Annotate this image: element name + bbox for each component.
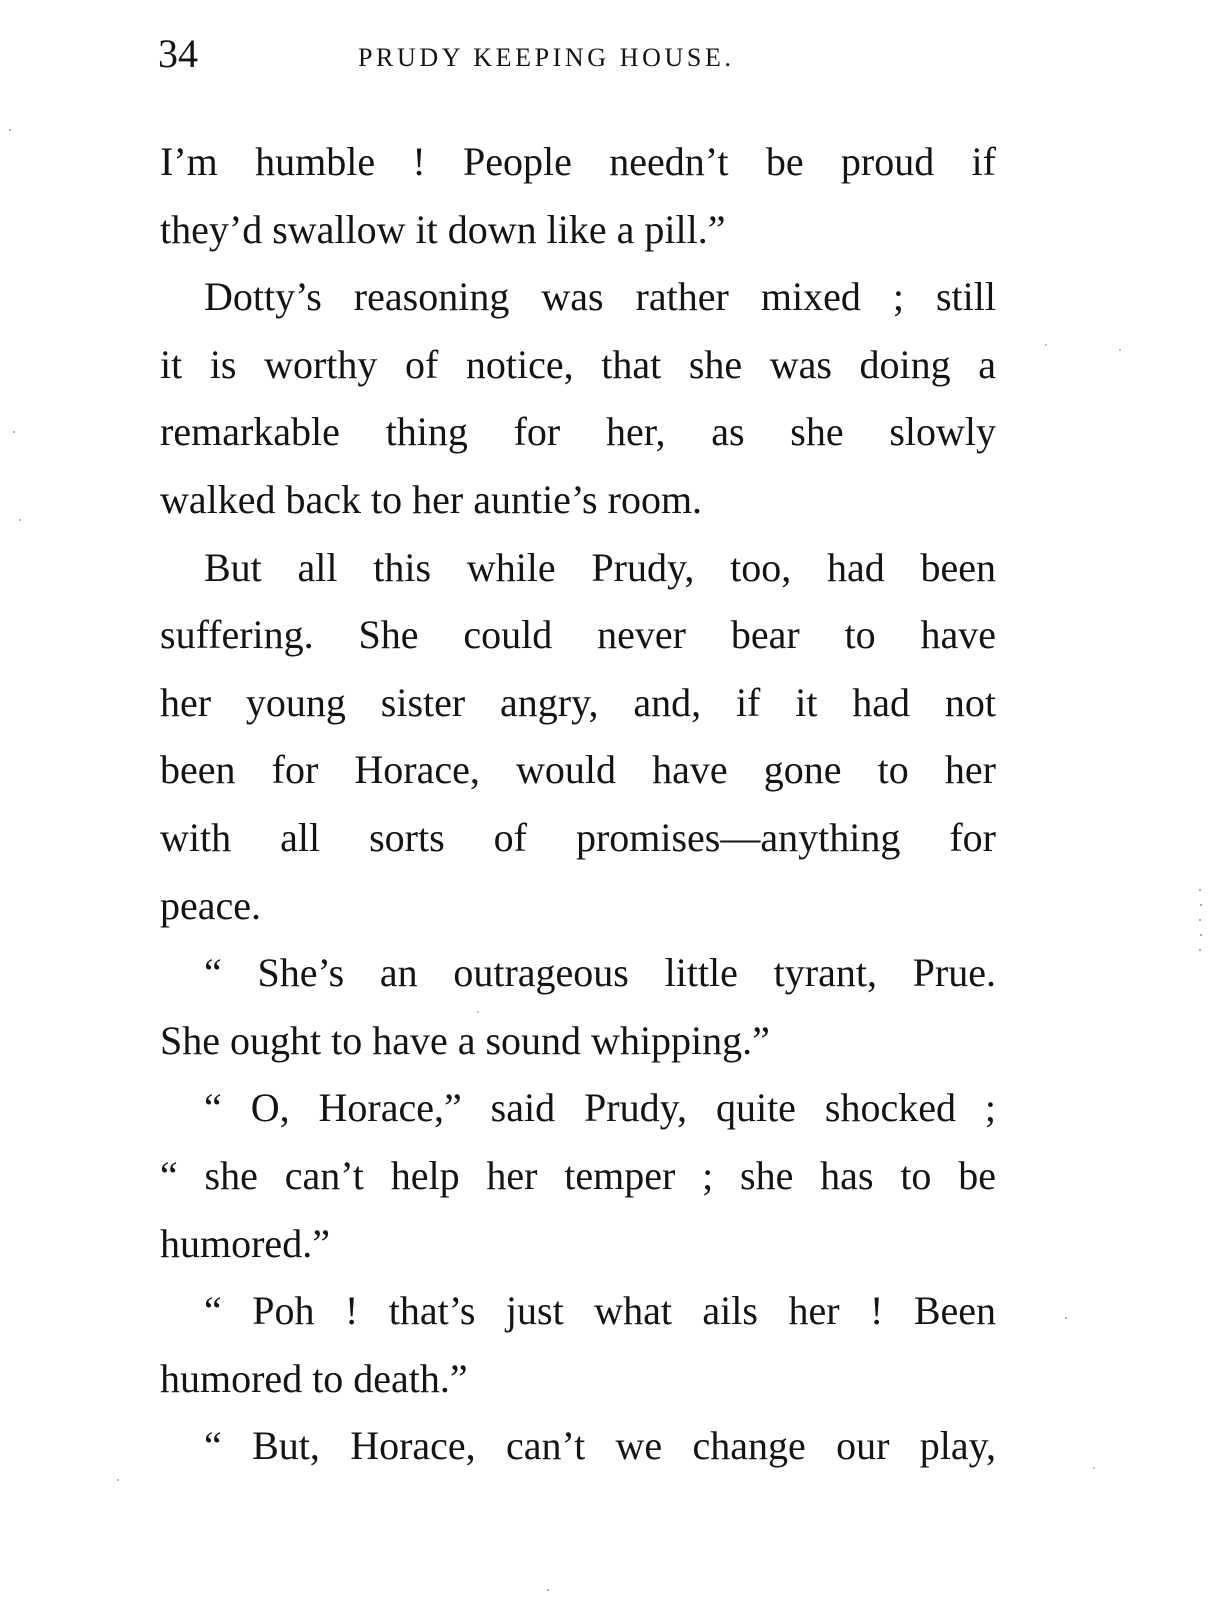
- text-line: it is worthy of notice, that she was doing a: [160, 341, 996, 387]
- text-line: they’d swallow it down like a pill.”: [160, 206, 726, 252]
- text-line: “ she can’t help her temper ; she has to be: [160, 1152, 996, 1198]
- text-line: suffering. She could never bear to have: [160, 612, 996, 658]
- text-line: “ But, Horace, can’t we change our play,: [204, 1423, 996, 1469]
- running-title: PRUDY KEEPING HOUSE.: [358, 43, 735, 72]
- text-line: Dotty’s reasoning was rather mixed ; still: [204, 274, 996, 320]
- text-line: “ Poh ! that’s just what ails her ! Been: [204, 1288, 996, 1334]
- text-line: I’m humble ! People needn’t be proud if: [160, 139, 996, 184]
- text-line: “ She’s an outrageous little tyrant, Prue.: [204, 950, 996, 996]
- text-line: been for Horace, would have gone to her: [160, 747, 996, 793]
- text-line: humored to death.”: [160, 1355, 468, 1401]
- text-line: humored.”: [160, 1220, 330, 1266]
- text-line: peace.: [160, 882, 262, 928]
- text-line: “ O, Horace,” said Prudy, quite shocked ;: [204, 1085, 996, 1131]
- page-number: 34: [158, 31, 198, 76]
- text-line: walked back to her auntie’s room.: [160, 476, 703, 522]
- text-line: her young sister angry, and, if it had not: [160, 679, 996, 725]
- text-line: She ought to have a sound whipping.”: [160, 1017, 770, 1063]
- text-line: with all sorts of promises—anything for: [160, 814, 996, 860]
- text-line: remarkable thing for her, as she slowly: [160, 409, 996, 455]
- text-line: But all this while Prudy, too, had been: [204, 544, 996, 590]
